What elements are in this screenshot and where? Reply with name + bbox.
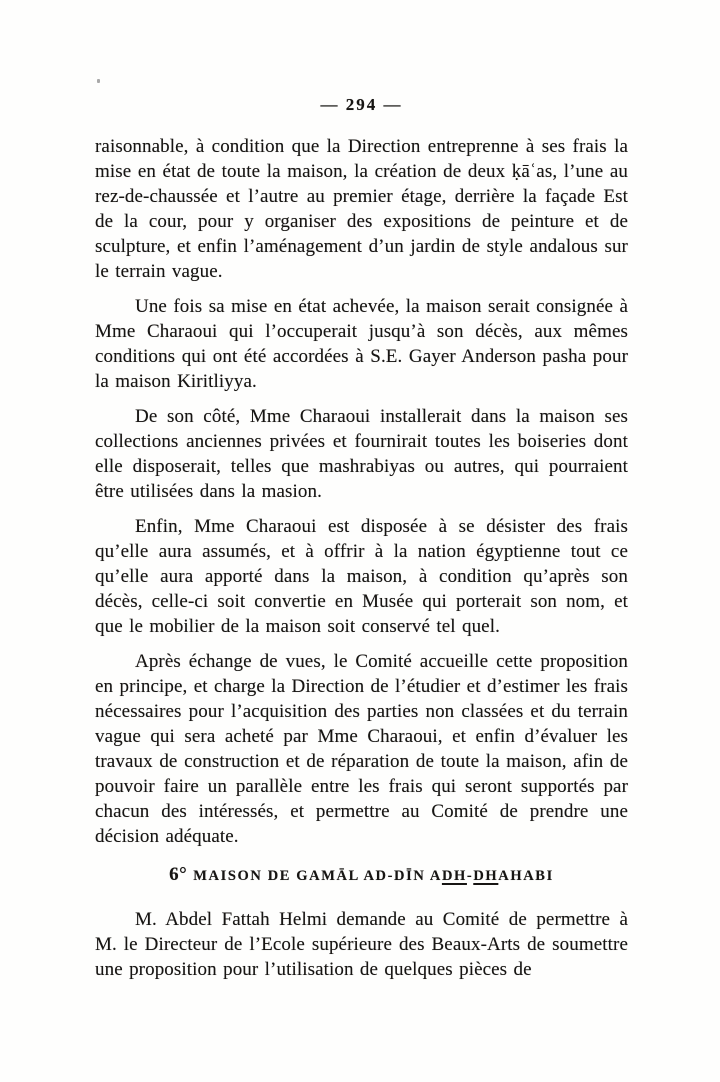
body-paragraph: raisonnable, à condition que la Direction entreprenne à ses frais la mise en état de toute la maison, la création de deux ḳāʿas, l’une au rez-de-chaussée et l’autre au premier étage, derrière la façade Est de la cour, pour y organiser des expositions de peinture et de sculpture, et enfin l’aménagement d’un jardin de style andalous sur le terrain vague. bbox=[95, 136, 628, 282]
section-heading-text: - bbox=[466, 868, 474, 884]
scan-artifact-speck bbox=[97, 79, 100, 83]
body-paragraph: Après échange de vues, le Comité accueille cette proposition en principe, et charge la Direction de l’étudier et d’estimer les frais nécessaires pour l’acquisition des parties non classées et du terrain vague qui sera acheté par Mme Charaoui, et enfin d’évaluer les travaux de construction et de réparation de toute la maison, afin de pouvoir faire un parallèle entre les frais qui seront supportés par chacun des intéressés, et permettre au Comité de prendre une décision adéquate. bbox=[95, 651, 628, 847]
section-heading-text-underlined: DH bbox=[441, 868, 467, 884]
section-heading-text: MAISON DE GAMĀL AD-DĪN A bbox=[193, 868, 442, 884]
body-paragraph: M. Abdel Fattah Helmi demande au Comité de permettre à M. le Directeur de l’Ecole supérieure des Beaux-Arts de soumettre une proposition pour l’utilisation de quelques pièces de bbox=[95, 909, 628, 980]
body-paragraph: Une fois sa mise en état achevée, la maison serait consignée à Mme Charaoui qui l’occuperait jusqu’à son décès, aux mêmes conditions qui ont été accordées à S.E. Gayer Anderson pasha pour la maison Kiritliyya. bbox=[95, 296, 628, 392]
section-heading-text: AHABI bbox=[498, 868, 554, 884]
section-heading-text-underlined: DH bbox=[473, 868, 499, 884]
body-paragraph: Enfin, Mme Charaoui est disposée à se désister des frais qu’elle aura assumés, et à offrir à la nation égyptienne tout ce qu’elle aura apporté dans la maison, à condition qu’après son décès, celle-ci soit convertie en Musée qui porterait son nom, et que le mobilier de la maison soit conservé tel quel. bbox=[95, 516, 628, 637]
page-number-header: — 294 — bbox=[320, 95, 403, 114]
section-number: 6° bbox=[169, 864, 188, 885]
page-body-text bbox=[95, 134, 628, 982]
body-paragraph: De son côté, Mme Charaoui installerait dans la maison ses collections anciennes privées et fournirait toutes les boiseries dont elle disposerait, telles que mashrabiyas ou autres, qui pourraient être utilisées dans la masion. bbox=[95, 406, 628, 502]
section-heading bbox=[95, 864, 628, 886]
